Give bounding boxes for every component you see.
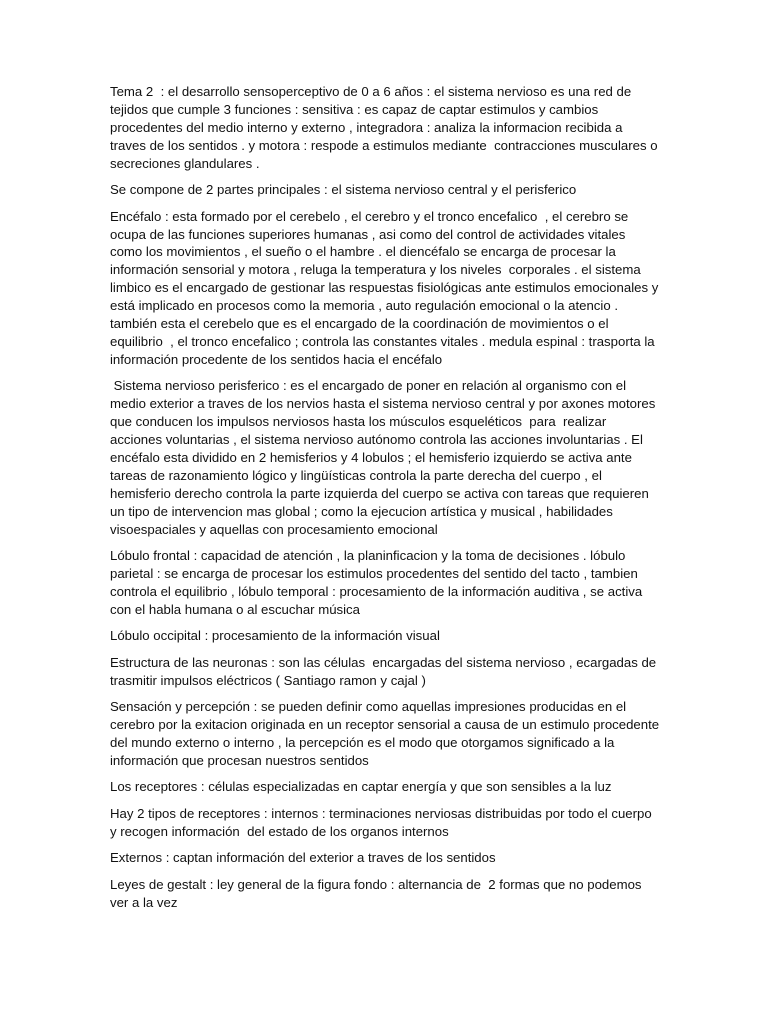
paragraph-partes-principales: Se compone de 2 partes principales : el sistema nervioso central y el perisferico — [110, 182, 577, 198]
paragraph-externos: Externos : captan información del exterior a traves de los sentidos — [110, 850, 496, 866]
paragraph-receptores: Los receptores : células especializadas en captar energía y que son sensibles a la luz — [110, 779, 612, 795]
paragraph-sistema-nervioso-perisferico: Sistema nervioso perisferico : es el encargado de poner en relación al organismo con el medio exterior a traves de los nervios hasta el sistema nervioso central y por axones motores que conducen los impulsos nerviosos hasta los músculos esqueléticos para realizar acciones voluntarias , el sistema nervioso autónomo controla las acciones involuntarias . El encéfalo esta dividido en 2 hemisferios y 4 lobulos ; el hemisferio izquierdo se activa ante tareas de razonamiento lógico y lingüísticas controla la parte derecha del cuerpo , el hemisferio derecho controla la parte izquierda del cuerpo se activa con tareas que requieren un tipo de intervencion mas global ; como la ejecucion artística y musical , habilidades visoespaciales y aquellas con procesamiento emocional — [110, 378, 660, 537]
paragraph-lobulo-occipital: Lóbulo occipital : procesamiento de la información visual — [110, 628, 440, 644]
paragraph-estructura-neuronas: Estructura de las neuronas : son las células encargadas del sistema nervioso , ecargadas de trasmitir impulsos eléctricos ( Santiago ramon y cajal ) — [110, 654, 660, 688]
paragraph-encefalo: Encéfalo : esta formado por el cerebelo , el cerebro y el tronco encefalico , el cerebro se ocupa de las funciones superiores humanas , asi como del control de actividades vitales como los movimientos , el sueño o el hambre . el diencéfalo se encarga de procesar la información sensorial y motora , reluga la temperatura y los niveles corporales . el sistema limbico es el encargado de gestionar las respuestas fisiológicas ante estimulos emocionales y está implicado en procesos como la memoria , auto regulación emocional o la atencio . también esta el cerebelo que es el encargado de la coordinación de movimientos o el equilibrio , el tronco encefalico ; controla las constantes vitales . medula espinal : trasporta la información procedente de los sentidos hacia el encéfalo — [110, 208, 662, 367]
paragraph-tipos-receptores: Hay 2 tipos de receptores : internos : terminaciones nerviosas distribuidas por todo el cuerpo y recogen información del estado de los organos internos — [110, 805, 656, 839]
paragraph-sensacion-percepcion: Sensación y percepción : se pueden definir como aquellas impresiones producidas en el cerebro por la exitacion originada en un receptor sensorial a causa de un estimulo procedente del mundo externo o interno , la percepción es el modo que otorgamos significado a la información que procesan nuestros sentidos — [110, 699, 663, 768]
paragraph-tema-2-intro: Tema 2 : el desarrollo sensoperceptivo de 0 a 6 años : el sistema nervioso es una red de tejidos que cumple 3 funciones : sensitiva : es capaz de captar estimulos y cambios procedentes del medio interno y externo , integradora : analiza la informacion recibida a traves de los sentidos . y motora : respode a estimulos mediante contracciones musculares o secreciones glandulares . — [110, 84, 662, 171]
paragraph-leyes-gestalt: Leyes de gestalt : ley general de la figura fondo : alternancia de 2 formas que no podemos ver a la vez — [110, 876, 646, 910]
paragraph-lobulos: Lóbulo frontal : capacidad de atención , la planinficacion y la toma de decisiones . lóbulo parietal : se encarga de procesar los estimulos procedentes del sentido del tacto , tambien controla el equilibrio , lóbulo temporal : procesamiento de la información auditiva , se activa con el habla humana o al escuchar música — [110, 548, 646, 617]
